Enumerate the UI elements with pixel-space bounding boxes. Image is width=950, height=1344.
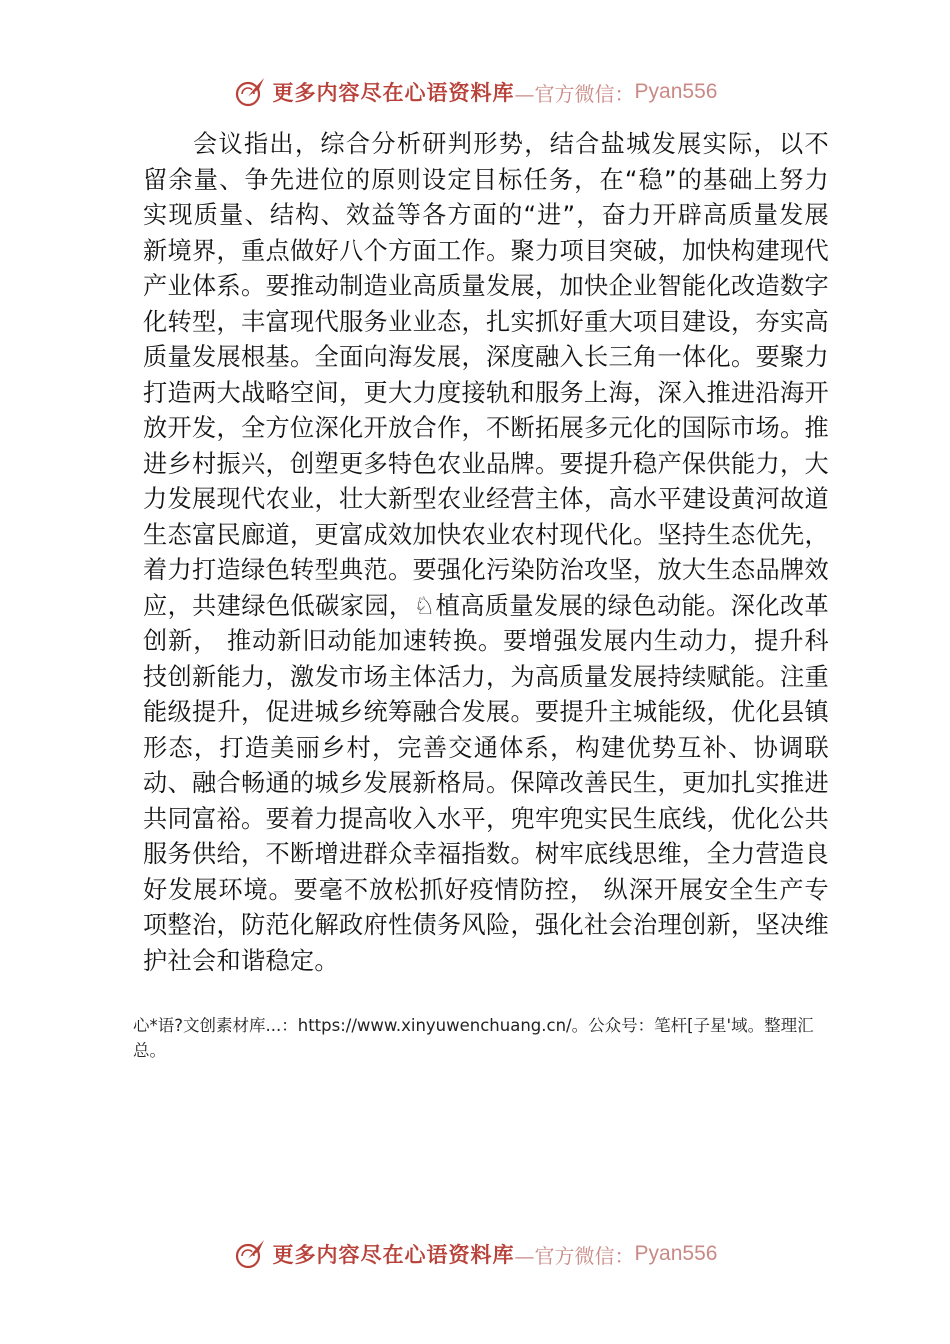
footer-banner (0, 1232, 950, 1276)
source-note: 心*语?文创素材库...：https://www.xinyuwenchuang.cn/。公众号：笔杆[子星'域。整理汇总。 (133, 1016, 814, 1060)
footer-banner-wechat-handle: Pyan556 (634, 1242, 718, 1265)
footer-banner-separator: —官方微信： (514, 1243, 635, 1268)
quill-pen-logo-icon (233, 75, 267, 109)
main-paragraph: 会议指出，综合分析研判形势，结合盐城发展实际，以不留余量、争先进位的原则设定目标任务，在“稳”的基础上努力实现质量、结构、效益等各方面的“进”，奋力开辟高质量发展新境界，重点做好八个方面工作。聚力项目突破，加快构建现代产业体系。要推动制造业高质量发展，加快企业智能化改造数字化转型，丰富现代服务业业态，扎实抓好重大项目建设，夯实高质量发展根基。全面向海发展，深度融入长三角一体化。要聚力打造两大战略空间，更大力度接轨和服务上海，深入推进沿海开放开发，全方位深化开放合作，不断拓展多元化的国际市场。推进乡村振兴，创塑更多特色农业品牌。要提升稳产保供能力，大力发展现代农业，壮大新型农业经营主体，高水平建设黄河故道生态富民廊道，更富成效加快农业农村现代化。坚持生态优先，着力打造绿色转型典范。要强化污染防治攻坚，放大生态品牌效应，共建绿色低碳家园，♘植高质量发展的绿色动能。深化改革创新， 推动新旧动能加速转换。要增强发展内生动力，提升科技创新能力，激发市场主体活力，为高质量发展持续赋能。注重能级提升，促进城乡统筹融合发展。要提升主城能级，优化县镇形态，打造美丽乡村，完善交通体系，构建优势互补、协调联动、融合畅通的城乡发展新格局。保障改善民生，更加扎实推进共同富裕。要着力提高收入水平，兜牢兜实民生底线，优化公共服务供给，不断增进群众幸福指数。树牢底线思维，全力营造良好发展环境。要毫不放松抓好疫情防控， 纵深开展安全生产专项整治，防范化解政府性债务风险，强化社会治理创新，坚决维护社会和谐稳定。 (143, 130, 829, 975)
banner-wechat-handle: Pyan556 (634, 80, 718, 103)
footer-banner-title: 更多内容尽在心语资料库 (272, 1242, 515, 1267)
quill-pen-logo-icon (233, 1237, 267, 1271)
banner-title: 更多内容尽在心语资料库 (272, 80, 515, 105)
header-banner (0, 70, 950, 114)
banner-separator: —官方微信： (514, 81, 635, 106)
